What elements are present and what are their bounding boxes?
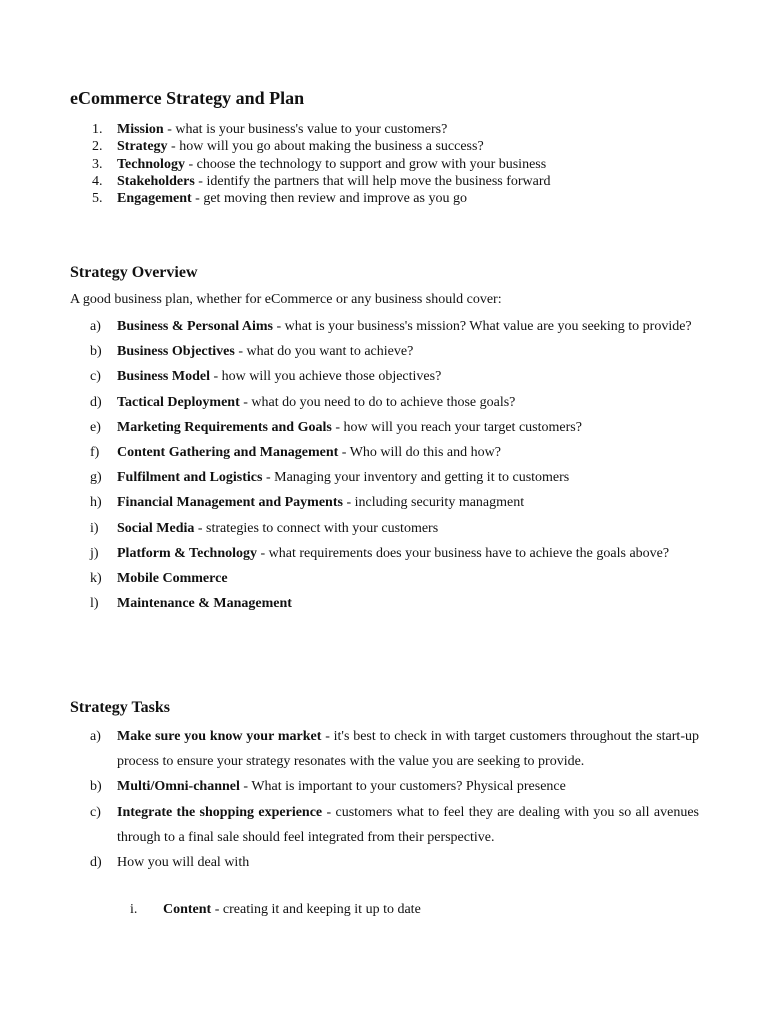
list-term: Mobile Commerce xyxy=(117,571,228,587)
list-item xyxy=(70,516,699,541)
document-title: eCommerce Strategy and Plan xyxy=(70,88,305,108)
list-item xyxy=(70,800,699,850)
list-label: a) xyxy=(90,319,101,334)
list-label: d) xyxy=(90,394,102,410)
list-term: Strategy xyxy=(117,139,168,155)
list-term: Platform & Technology xyxy=(117,545,257,561)
list-label: c) xyxy=(90,369,101,385)
list-description: - get moving then review and improve as you go xyxy=(191,191,467,207)
list-label: c) xyxy=(90,804,101,820)
tasks-list xyxy=(70,724,699,875)
list-item xyxy=(70,566,699,591)
list-description: - creating it and keeping it up to date xyxy=(211,902,421,917)
section-heading-tasks: Strategy Tasks xyxy=(70,699,171,716)
list-label: h) xyxy=(90,495,102,511)
list-item xyxy=(70,774,699,799)
list-label: i) xyxy=(90,520,99,536)
list-description: - identify the partners that will help move the business forward xyxy=(194,173,551,189)
list-item xyxy=(70,415,699,440)
list-term: Engagement xyxy=(117,191,192,207)
list-description: - What is important to your customers? Physical presence xyxy=(239,779,566,795)
list-description: - how will you reach your target customers? xyxy=(331,419,582,435)
list-term: Marketing Requirements and Goals xyxy=(117,419,332,435)
list-item xyxy=(70,724,699,774)
list-term: Business & Personal Aims xyxy=(117,319,273,334)
list-item xyxy=(70,591,699,616)
list-label: l) xyxy=(90,596,99,612)
list-description: - customers what to feel they are dealing with you so all avenues through to a final sale should feel integrated from their perspective. xyxy=(117,804,699,845)
list-number: 3. xyxy=(92,156,103,172)
list-description: - Who will do this and how? xyxy=(338,445,501,461)
list-term: Business Model xyxy=(117,369,210,385)
list-description: - including security managment xyxy=(342,495,525,511)
list-item xyxy=(70,314,699,339)
list-description: - what do you need to do to achieve those goals? xyxy=(239,394,516,410)
list-item xyxy=(70,850,699,875)
list-term: Social Media xyxy=(117,520,195,536)
list-description: - what requirements does your business have to achieve the goals above? xyxy=(257,545,670,561)
list-term: Technology xyxy=(117,156,185,172)
list-item xyxy=(70,364,699,389)
list-item xyxy=(70,339,699,364)
list-description: - it's best to check in with target customers throughout the start-up process to ensure your strategy resonates with the value you are seeking to provide. xyxy=(117,729,699,770)
overview-list xyxy=(70,314,699,616)
list-item xyxy=(70,390,699,415)
list-label: e) xyxy=(90,419,101,435)
list-description: - what is your business's mission? What value are you seeking to provide? xyxy=(272,319,692,334)
list-label: i. xyxy=(130,902,138,917)
list-description: - how will you go about making the business a success? xyxy=(167,139,484,155)
list-item xyxy=(70,465,699,490)
list-description: - Managing your inventory and getting it to customers xyxy=(262,470,570,486)
list-term: Make sure you know your market xyxy=(117,729,322,744)
list-term: Mission xyxy=(117,122,164,137)
list-term: Fulfilment and Logistics xyxy=(117,470,263,486)
list-number: 4. xyxy=(92,173,103,189)
list-label: j) xyxy=(90,545,99,561)
list-description: - what is your business's value to your customers? xyxy=(163,122,448,137)
overview-intro: A good business plan, whether for eCommerce or any business should cover: xyxy=(70,292,502,307)
list-label: b) xyxy=(90,779,102,795)
list-number: 5. xyxy=(92,191,103,207)
list-label: k) xyxy=(90,571,102,587)
list-number: 1. xyxy=(92,122,103,137)
list-term: Financial Management and Payments xyxy=(117,495,343,511)
list-term: Maintenance & Management xyxy=(117,596,292,612)
list-label: f) xyxy=(90,445,100,461)
list-description: - strategies to connect with your customers xyxy=(194,520,439,536)
list-term: Business Objectives xyxy=(117,344,235,360)
list-term: Tactical Deployment xyxy=(117,394,240,410)
list-item xyxy=(70,440,699,465)
list-number: 2. xyxy=(92,139,103,155)
list-term: Content Gathering and Management xyxy=(117,445,339,461)
list-label: g) xyxy=(90,470,102,486)
list-label: d) xyxy=(90,855,102,871)
list-term: Content xyxy=(163,902,212,917)
list-term: Stakeholders xyxy=(117,173,195,189)
list-label: a) xyxy=(90,729,101,744)
list-description: - how will you achieve those objectives? xyxy=(209,369,442,385)
list-description: - choose the technology to support and grow with your business xyxy=(184,156,547,172)
list-item xyxy=(70,541,699,566)
list-description: - what do you want to achieve? xyxy=(234,344,414,360)
section-heading-overview: Strategy Overview xyxy=(70,264,198,281)
list-item xyxy=(70,490,699,515)
list-description: How you will deal with xyxy=(117,855,250,871)
list-term: Multi/Omni-channel xyxy=(117,779,240,795)
list-term: Integrate the shopping experience xyxy=(117,804,323,820)
list-label: b) xyxy=(90,344,102,360)
